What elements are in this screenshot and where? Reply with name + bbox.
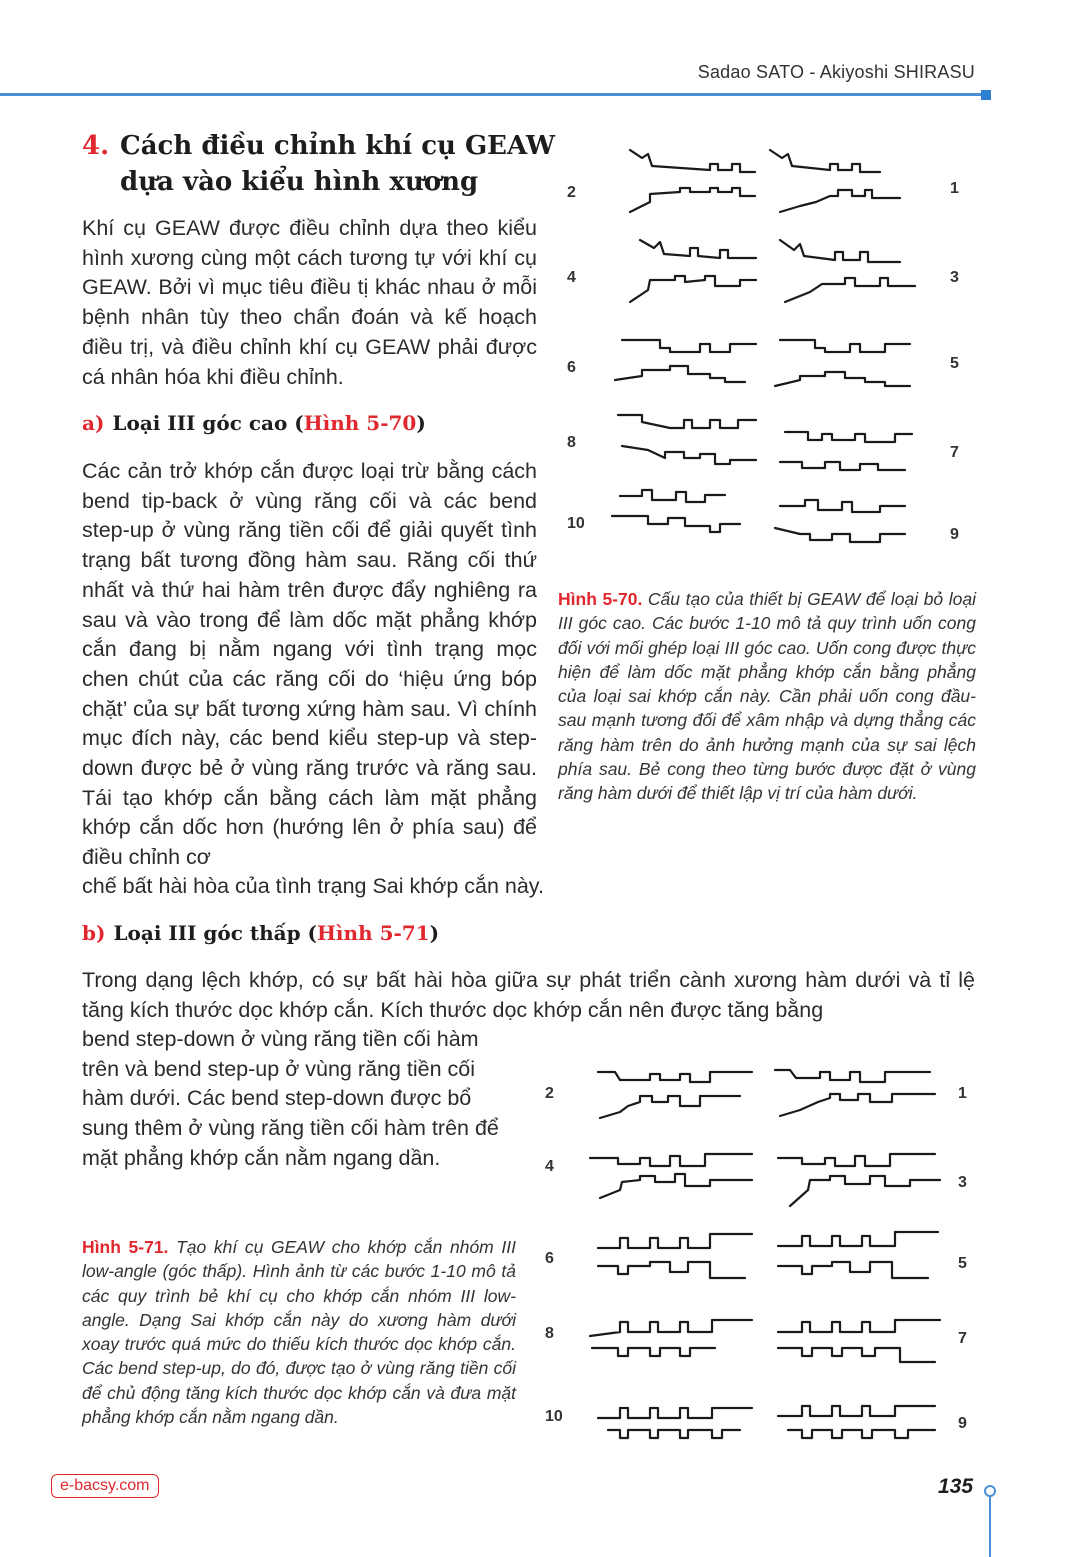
paragraph-b-narrow: bend step-down ở vùng răng tiền cối hàm trên và bend step-up ở vùng răng tiền cối hàm dưới. Các bend step-down được bổ sung thêm ở vùng răng tiền cối hàm trên để mặt phẳng khớp cắn nằm ngang dần. (82, 1027, 499, 1170)
figure-5-71-caption (82, 1235, 516, 1429)
paragraph-a-last-line: chế bất hài hòa của tình trạng Sai khớp cắn này. (82, 874, 544, 898)
fig70-step-10: 10 (567, 515, 585, 532)
figure-5-70 (560, 130, 980, 570)
page-number: 135 (938, 1475, 974, 1498)
fig70-step-1: 1 (950, 180, 959, 197)
fig71-step-9: 9 (958, 1415, 967, 1432)
fig71-step-2: 2 (545, 1085, 554, 1102)
subheading-a-title: Loại III góc cao ( (112, 411, 304, 435)
subheading-b-title: Loại III góc thấp ( (113, 921, 318, 945)
fig70-row-3 (615, 340, 910, 386)
fig70-label: Hình 5-70. (558, 589, 643, 609)
fig70-caption-text: Cấu tạo của thiết bị GEAW để loại bỏ loại III góc cao. Các bước 1-10 mô tả quy trình uốn cong đối với mối ghép loại III góc cao. Uốn cong được thực hiện để làm dốc mặt phẳng khớp cắn bằng phẳng của loại sai khớp cắn này. Cần phải uốn cong đầu-sau mạnh tương đối để xâm nhập và dựng thẳng các răng hàm trên do ảnh hưởng mạnh của sự sai lệch phía sau. Bẻ cong theo từng bước được đặt ở vùng răng hàm dưới để thiết lập vị trí của hàm dưới. (558, 589, 976, 804)
fig71-step-5: 5 (958, 1255, 967, 1272)
fig71-row-5 (598, 1406, 935, 1438)
fig70-row-2 (630, 240, 915, 302)
header-author: Sadao SATO - Akiyoshi SHIRASU (697, 62, 975, 82)
page-marker-line (989, 1496, 991, 1557)
fig70-step-7: 7 (950, 444, 959, 461)
intro-paragraph: Khí cụ GEAW được điều chỉnh dựa theo kiểu hình xương cùng một cách tương tự với khí cụ GEAW. Bởi vì mục tiêu điều tị khác nhau ở mỗi bệnh nhân tùy theo chẩn đoán và kế hoạch điều trị, và điều chỉnh khí cụ GEAW phải được cá nhân hóa khi điều chỉnh. (82, 216, 537, 389)
fig71-step-10: 10 (545, 1408, 563, 1425)
figure-5-71 (540, 1050, 980, 1460)
fig70-row-5 (612, 490, 905, 542)
section-heading (82, 128, 562, 200)
fig70-row-1 (630, 150, 900, 212)
fig71-label: Hình 5-71. (82, 1237, 169, 1257)
paragraph-a: Các cản trở khớp cắn được loại trừ bằng cách bend tip-back ở vùng răng cối và các bend step-up ở vùng răng tiền cối để giải quyết tình trạng bất tương đồng hàm sau. Răng cối thứ nhất và thứ hai hàm trên được đẩy nghiêng ra sau và vào trong để làm dốc mặt phẳng khớp cắn đang bị nằm ngang với tình trạng mọc chen chút của các răng cối do ‘hiệu ứng bóp chặt’ của sự bất tương xứng hàm sau. Vì chính mục đích này, các bend kiểu step-up và step-down được bẻ ở vùng răng trước và răng sau. Tái tạo khớp cắn bằng cách làm mặt phẳng khớp cắn dốc hơn (hướng lên ở phía sau) để điều chỉnh cơ (82, 459, 537, 870)
subheading-b-close: ) (429, 921, 440, 945)
fig71-row-3 (598, 1232, 938, 1278)
fig71-row-2 (590, 1154, 940, 1206)
fig70-step-8: 8 (567, 434, 576, 451)
fig70-wire-drawings (560, 130, 980, 570)
fig70-step-2: 2 (567, 184, 576, 201)
fig70-step-5: 5 (950, 355, 959, 372)
fig71-row-4 (590, 1320, 940, 1362)
fig70-row-4 (618, 415, 912, 470)
subheading-b-ref[interactable]: Hình 5-71 (317, 921, 430, 945)
paragraph-b-full-width: Trong dạng lệch khớp, có sự bất hài hòa giữa sự phát triển cành xương hàm dưới và tỉ lệ tăng kích thước dọc khớp cắn. Kích thước dọc khớp cắn nên được tăng bằng (82, 968, 975, 1022)
section-number: 4. (82, 131, 110, 161)
site-badge[interactable]: e-bacsy.com (51, 1474, 159, 1498)
fig71-wire-drawings (540, 1050, 980, 1460)
fig71-step-7: 7 (958, 1330, 967, 1347)
fig71-row-1 (598, 1070, 935, 1118)
fig71-step-6: 6 (545, 1250, 554, 1267)
figure-5-70-caption (558, 587, 976, 806)
section-title-line1: Cách điều chỉnh khí cụ GEAW (120, 131, 556, 161)
subheading-b (82, 921, 439, 945)
fig70-step-6: 6 (567, 359, 576, 376)
fig71-step-3: 3 (958, 1174, 967, 1191)
subheading-a (82, 411, 426, 435)
fig71-step-1: 1 (958, 1085, 967, 1102)
fig71-step-8: 8 (545, 1325, 554, 1342)
subheading-a-ref[interactable]: Hình 5-70 (303, 411, 417, 435)
fig71-caption-text: Tạo khí cụ GEAW cho khớp cắn nhóm III low-angle (góc thấp). Hình ảnh từ các bước 1-10 mô tả các quy trình bẻ khí cụ cho khớp cắn nhóm III low-angle. Dạng Sai khớp cắn này do xương hàm dưới xoay trước quá mức do thiếu kích thước dọc khớp cắn. Các bend step-up, do đó, được tạo ở vùng răng tiền cối để chủ động tăng kích thước dọc khớp cắn và đưa mặt phẳng khớp cắn nằm ngang dần. (82, 1237, 516, 1428)
fig70-step-4: 4 (567, 269, 576, 286)
fig70-step-3: 3 (950, 269, 959, 286)
header-rule (0, 93, 984, 96)
subheading-a-letter: a) (82, 411, 105, 435)
header-square-marker (981, 90, 991, 100)
fig71-step-4: 4 (545, 1158, 554, 1175)
section-title-line2: dựa vào kiểu hình xương (120, 167, 479, 197)
subheading-b-letter: b) (82, 921, 106, 945)
fig70-step-9: 9 (950, 526, 959, 543)
subheading-a-close: ) (416, 411, 426, 435)
